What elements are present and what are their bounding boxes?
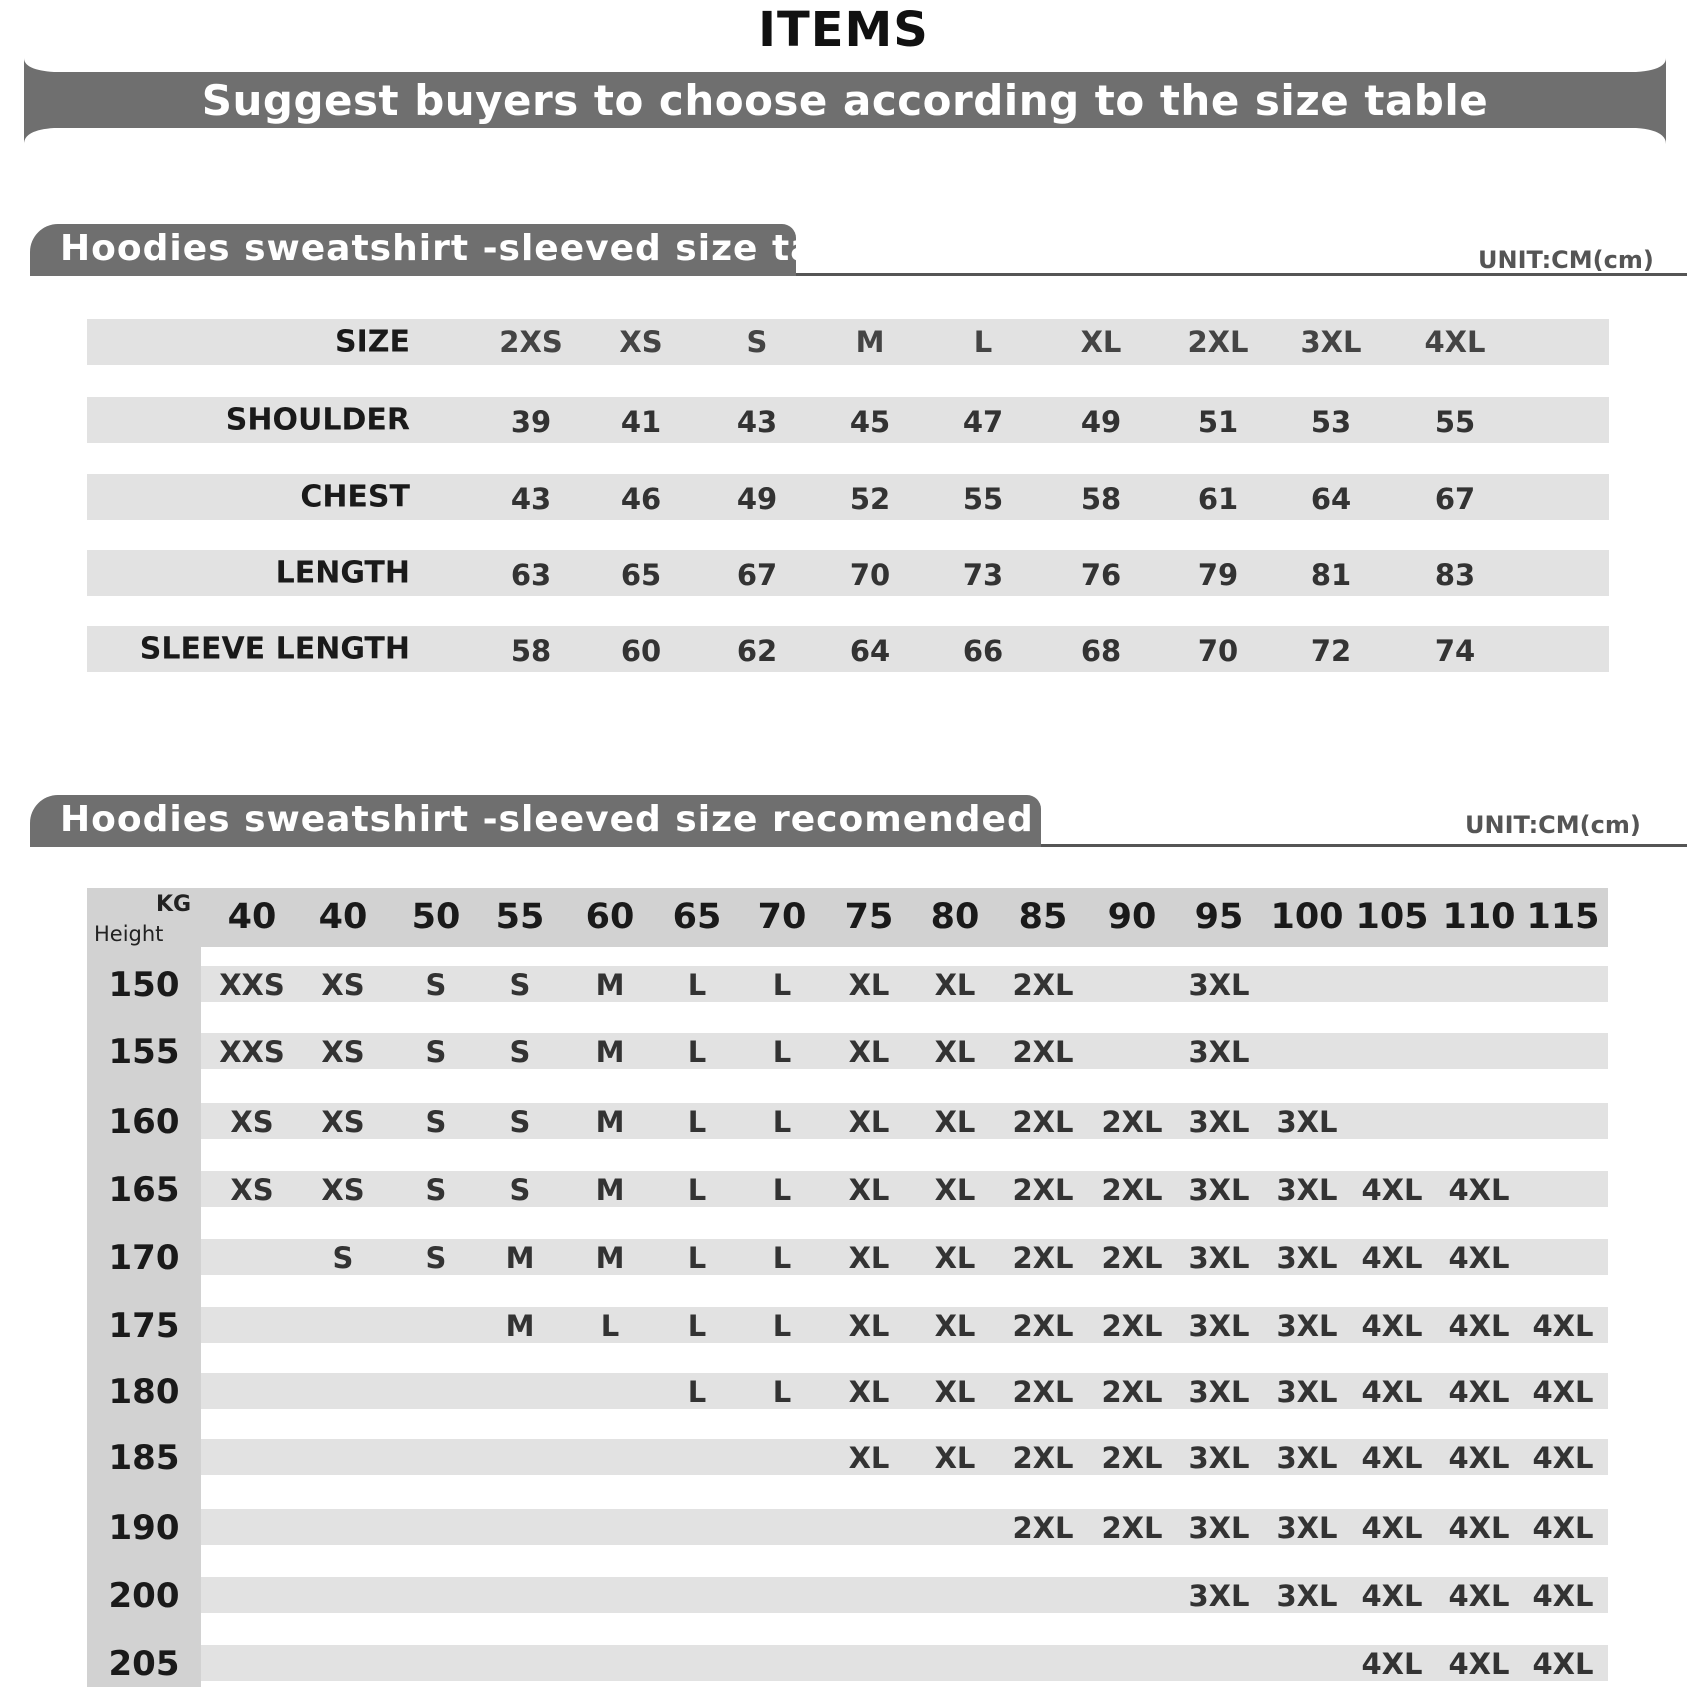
size-table-title: Hoodies sweatshirt -sleeved size table [30,224,796,276]
size-header-cell: XS [619,325,663,359]
recommended-size: 3XL [1188,1309,1250,1343]
measurement-value: 64 [1310,482,1352,516]
measurement-value: 51 [1197,405,1239,439]
recommended-size: 2XL [1101,1441,1163,1475]
measurement-value: 55 [962,482,1004,516]
measurement-label: SLEEVE LENGTH [139,631,410,667]
measurement-value: 68 [1080,634,1122,668]
recommended-size: XL [848,1375,890,1409]
recommended-size: 3XL [1188,1579,1250,1613]
recommended-size: XL [934,1375,976,1409]
recommended-size: XL [848,1441,890,1475]
subtitle-text: Suggest buyers to choose according to the size table [201,76,1489,125]
recommended-size: XS [321,1035,365,1069]
recommended-size: 3XL [1276,1375,1338,1409]
height-value: 165 [108,1170,180,1210]
recommended-size: 3XL [1276,1309,1338,1343]
recommended-size: 4XL [1361,1579,1423,1613]
size-header-cell: M [855,325,885,359]
measurement-label: CHEST [300,479,410,515]
recommended-size: M [505,1241,535,1275]
weight-header: 65 [672,897,722,937]
recommended-size: 2XL [1012,1511,1074,1545]
recommended-size: 3XL [1188,968,1250,1002]
recommended-size: L [687,1309,707,1343]
weight-header: 110 [1442,897,1516,937]
recommended-size: L [687,968,707,1002]
measurement-value: 47 [962,405,1004,439]
kg-label: KG [156,892,192,917]
size-header-cell: 3XL [1300,325,1362,359]
measurement-value: 83 [1434,558,1476,592]
recommended-size: S [425,1035,447,1069]
recommended-size: 4XL [1448,1309,1510,1343]
recommended-table-title: Hoodies sweatshirt -sleeved size recomended table [30,795,1041,847]
recommended-size: 4XL [1448,1579,1510,1613]
recommended-size: 2XL [1101,1173,1163,1207]
recommended-size: L [772,1173,792,1207]
height-value: 160 [108,1102,180,1142]
recommended-size: 3XL [1276,1173,1338,1207]
height-value: 175 [108,1306,180,1346]
recommended-size: S [509,1173,531,1207]
size-label: SIZE [334,324,410,360]
recommended-size: XS [230,1105,274,1139]
size-table-unit: UNIT:CM(cm) [1478,246,1654,274]
recommended-size: 2XL [1101,1511,1163,1545]
measurement-value: 61 [1197,482,1239,516]
weight-header: 100 [1270,897,1344,937]
measurement-value: 62 [736,634,778,668]
recommended-size: M [505,1309,535,1343]
recommended-size: 2XL [1101,1241,1163,1275]
recommended-size: XL [848,1173,890,1207]
recommended-size: XS [321,1173,365,1207]
size-header-cell: S [746,325,768,359]
size-header-cell: XL [1080,325,1122,359]
weight-header: 60 [585,897,635,937]
recommended-size: 3XL [1188,1035,1250,1069]
measurement-value: 64 [849,634,891,668]
measurement-value: 55 [1434,405,1476,439]
recommended-size: XXS [219,968,285,1002]
recommended-size: L [600,1309,620,1343]
recommended-size: XL [934,1241,976,1275]
recommended-size: 4XL [1361,1511,1423,1545]
measurement-value: 49 [736,482,778,516]
recommended-size: 2XL [1101,1309,1163,1343]
weight-header: 85 [1018,897,1068,937]
measurement-value: 70 [1197,634,1239,668]
recommended-size: 2XL [1012,1035,1074,1069]
size-header-cell: 4XL [1424,325,1486,359]
recommended-size: 2XL [1012,1241,1074,1275]
recommended-size: 4XL [1532,1647,1594,1681]
recommended-size: 4XL [1361,1647,1423,1681]
recommended-size: 3XL [1276,1105,1338,1139]
recommended-size: 3XL [1188,1241,1250,1275]
recommended-size: XS [321,1105,365,1139]
recommended-size: 3XL [1276,1511,1338,1545]
recommended-size: XL [934,1441,976,1475]
weight-header: 40 [318,897,368,937]
recommended-size: L [772,1309,792,1343]
measurement-value: 43 [510,482,552,516]
recommended-size: M [595,1241,625,1275]
recommended-size: XL [934,1035,976,1069]
recommended-size: XXS [219,1035,285,1069]
measurement-value: 76 [1080,558,1122,592]
measurement-value: 70 [849,558,891,592]
measurement-value: 81 [1310,558,1352,592]
recommended-size: XL [848,1309,890,1343]
recommended-size: L [687,1241,707,1275]
recommended-size: 4XL [1448,1647,1510,1681]
measurement-value: 49 [1080,405,1122,439]
recommended-size: S [509,968,531,1002]
measurement-value: 52 [849,482,891,516]
recommended-size: L [772,968,792,1002]
recommended-size: 2XL [1012,1105,1074,1139]
size-header-row [87,319,1609,365]
weight-header: 50 [411,897,461,937]
recommended-size: 3XL [1276,1441,1338,1475]
measurement-value: 72 [1310,634,1352,668]
size-header-cell: 2XS [499,325,563,359]
recommended-size: XL [934,1173,976,1207]
weight-header: 55 [495,897,545,937]
recommendation-row [201,1103,1608,1139]
recommended-size: XL [848,1105,890,1139]
recommended-size: M [595,968,625,1002]
weight-header: 70 [757,897,807,937]
recommended-size: 2XL [1012,968,1074,1002]
recommended-size: L [687,1035,707,1069]
page-title: ITEMS [758,2,929,58]
measurement-value: 66 [962,634,1004,668]
height-value: 200 [108,1576,180,1616]
recommended-size: 2XL [1012,1173,1074,1207]
recommended-size: S [425,1105,447,1139]
measurement-value: 74 [1434,634,1476,668]
subtitle-banner [24,58,1666,144]
measurement-value: 53 [1310,405,1352,439]
recommended-size: 3XL [1188,1375,1250,1409]
measurement-value: 41 [620,405,662,439]
recommended-size: L [772,1375,792,1409]
recommended-size: 2XL [1012,1309,1074,1343]
measurement-value: 39 [510,405,552,439]
measurement-value: 67 [1434,482,1476,516]
recommended-size: 4XL [1448,1241,1510,1275]
height-value: 150 [108,965,180,1005]
recommended-size: XS [321,968,365,1002]
measurement-value: 43 [736,405,778,439]
recommended-size: 4XL [1448,1375,1510,1409]
recommended-size: 4XL [1448,1441,1510,1475]
measurement-value: 63 [510,558,552,592]
weight-header: 115 [1526,897,1600,937]
recommended-size: 4XL [1532,1579,1594,1613]
recommended-size: M [595,1105,625,1139]
recommended-size: S [425,1241,447,1275]
recommended-size: 4XL [1532,1309,1594,1343]
recommended-size: S [332,1241,354,1275]
weight-header: 80 [930,897,980,937]
recommended-size: L [772,1035,792,1069]
recommended-size: 4XL [1361,1375,1423,1409]
recommended-size: S [509,1105,531,1139]
measurement-value: 60 [620,634,662,668]
height-value: 170 [108,1238,180,1278]
measurement-label: LENGTH [275,555,410,591]
measurement-value: 58 [510,634,552,668]
height-value: 190 [108,1508,180,1548]
recommended-size: 3XL [1188,1441,1250,1475]
height-value: 185 [108,1438,180,1478]
recommended-size: 3XL [1276,1579,1338,1613]
recommended-size: XL [934,968,976,1002]
weight-header: 90 [1107,897,1157,937]
weight-header: 75 [844,897,894,937]
recommended-size: XL [934,1309,976,1343]
measurement-value: 67 [736,558,778,592]
measurement-value: 65 [620,558,662,592]
recommended-size: 4XL [1448,1173,1510,1207]
height-value: 180 [108,1372,180,1412]
recommended-size: M [595,1173,625,1207]
recommended-size: L [687,1375,707,1409]
recommended-size: XL [848,1035,890,1069]
recommended-size: 4XL [1532,1375,1594,1409]
measurement-value: 46 [620,482,662,516]
recommended-size: XL [848,968,890,1002]
recommended-size: L [772,1241,792,1275]
recommended-size: 4XL [1532,1441,1594,1475]
recommended-size: L [687,1105,707,1139]
recommended-size: 3XL [1188,1173,1250,1207]
recommended-size: S [425,968,447,1002]
measurement-label: SHOULDER [225,402,410,438]
recommended-size: 4XL [1448,1511,1510,1545]
measurement-value: 73 [962,558,1004,592]
recommended-size: 4XL [1532,1511,1594,1545]
recommended-size: 4XL [1361,1309,1423,1343]
recommended-size: 3XL [1188,1511,1250,1545]
recommended-size: 4XL [1361,1441,1423,1475]
measurement-value: 45 [849,405,891,439]
recommended-size: XL [934,1105,976,1139]
recommended-size: XS [230,1173,274,1207]
size-header-cell: L [973,325,993,359]
height-label: Height [94,922,164,946]
measurement-value: 58 [1080,482,1122,516]
recommended-size: M [595,1035,625,1069]
recommended-size: S [509,1035,531,1069]
recommendation-row [201,1033,1608,1069]
recommended-size: XL [848,1241,890,1275]
recommended-size: 2XL [1012,1441,1074,1475]
recommended-table-unit: UNIT:CM(cm) [1465,811,1641,839]
recommended-size: S [425,1173,447,1207]
recommended-table-divider [1041,844,1687,847]
recommended-size: 2XL [1101,1105,1163,1139]
weight-header: 40 [227,897,277,937]
weight-header: 105 [1355,897,1429,937]
height-value: 205 [108,1644,180,1684]
recommended-size: 3XL [1276,1241,1338,1275]
recommended-size: 2XL [1101,1375,1163,1409]
recommended-size: 4XL [1361,1241,1423,1275]
recommended-size: 4XL [1361,1173,1423,1207]
recommended-size: L [772,1105,792,1139]
height-value: 155 [108,1032,180,1072]
size-header-cell: 2XL [1187,325,1249,359]
recommended-size: L [687,1173,707,1207]
weight-header: 95 [1194,897,1244,937]
recommended-size: 3XL [1188,1105,1250,1139]
measurement-value: 79 [1197,558,1239,592]
recommended-size: 2XL [1012,1375,1074,1409]
recommendation-row [201,966,1608,1002]
